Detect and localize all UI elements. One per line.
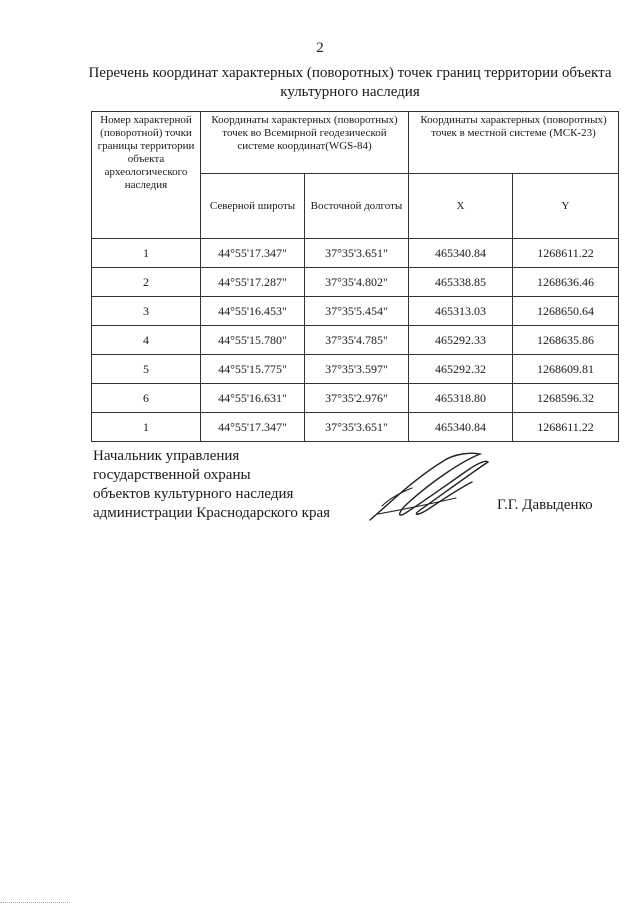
table-row: [92, 268, 619, 297]
cell-point-number: 1: [92, 239, 201, 268]
cell-y: 1268636.46: [513, 268, 619, 297]
cell-longitude: 37°35'4.802": [305, 268, 409, 297]
cell-point-number: 6: [92, 384, 201, 413]
header-wgs84-group: Координаты характерных (поворотных) точек во Всемирной геодезической системе координат(WGS-84): [201, 112, 409, 174]
cell-latitude: 44°55'17.347": [201, 413, 305, 442]
header-msk23-group: Координаты характерных (поворотных) точек в местной системе (МСК-23): [409, 112, 619, 174]
document-title: Перечень координат характерных (поворотных) точек границ территории объекта культурного наследия: [88, 65, 612, 100]
cell-x: 465292.32: [409, 355, 513, 384]
cell-latitude: 44°55'15.775": [201, 355, 305, 384]
cell-longitude: 37°35'3.597": [305, 355, 409, 384]
cell-point-number: 5: [92, 355, 201, 384]
header-y: Y: [513, 174, 619, 239]
cell-point-number: 1: [92, 413, 201, 442]
cell-x: 465338.85: [409, 268, 513, 297]
cell-x: 465292.33: [409, 326, 513, 355]
signer-position-line: государственной охраны: [93, 467, 251, 483]
cell-longitude: 37°35'3.651": [305, 239, 409, 268]
signer-position: [93, 447, 330, 523]
table-row: [92, 326, 619, 355]
cell-y: 1268635.86: [513, 326, 619, 355]
signer-position-line: Начальник управления: [93, 448, 240, 464]
handwritten-signature: [360, 448, 500, 528]
table-header-row: [92, 112, 619, 174]
cell-longitude: 37°35'4.785": [305, 326, 409, 355]
table-row: [92, 384, 619, 413]
cell-latitude: 44°55'15.780": [201, 326, 305, 355]
cell-latitude: 44°55'17.287": [201, 268, 305, 297]
footer-divider: [0, 902, 70, 903]
header-x: X: [409, 174, 513, 239]
cell-latitude: 44°55'16.631": [201, 384, 305, 413]
cell-point-number: 2: [92, 268, 201, 297]
header-east-longitude: Восточной долготы: [305, 174, 409, 239]
header-point-number: Номер характерной (поворотной) точки границы территории объекта археологического наследия: [92, 112, 201, 239]
table-row: [92, 239, 619, 268]
cell-longitude: 37°35'5.454": [305, 297, 409, 326]
page-number: 2: [316, 40, 324, 56]
cell-point-number: 4: [92, 326, 201, 355]
cell-y: 1268596.32: [513, 384, 619, 413]
cell-x: 465318.80: [409, 384, 513, 413]
cell-x: 465340.84: [409, 413, 513, 442]
signer-name: Г.Г. Давыденко: [497, 497, 593, 513]
cell-longitude: 37°35'2.976": [305, 384, 409, 413]
table-row: [92, 413, 619, 442]
header-north-latitude: Северной широты: [201, 174, 305, 239]
cell-latitude: 44°55'17.347": [201, 239, 305, 268]
cell-y: 1268611.22: [513, 413, 619, 442]
cell-point-number: 3: [92, 297, 201, 326]
cell-y: 1268611.22: [513, 239, 619, 268]
cell-latitude: 44°55'16.453": [201, 297, 305, 326]
cell-longitude: 37°35'3.651": [305, 413, 409, 442]
cell-x: 465313.03: [409, 297, 513, 326]
cell-y: 1268650.64: [513, 297, 619, 326]
coordinates-table: [91, 111, 619, 442]
cell-x: 465340.84: [409, 239, 513, 268]
table-row: [92, 355, 619, 384]
signer-position-line: объектов культурного наследия: [93, 486, 294, 502]
cell-y: 1268609.81: [513, 355, 619, 384]
signer-position-line: администрации Краснодарского края: [93, 505, 331, 521]
table-row: [92, 297, 619, 326]
